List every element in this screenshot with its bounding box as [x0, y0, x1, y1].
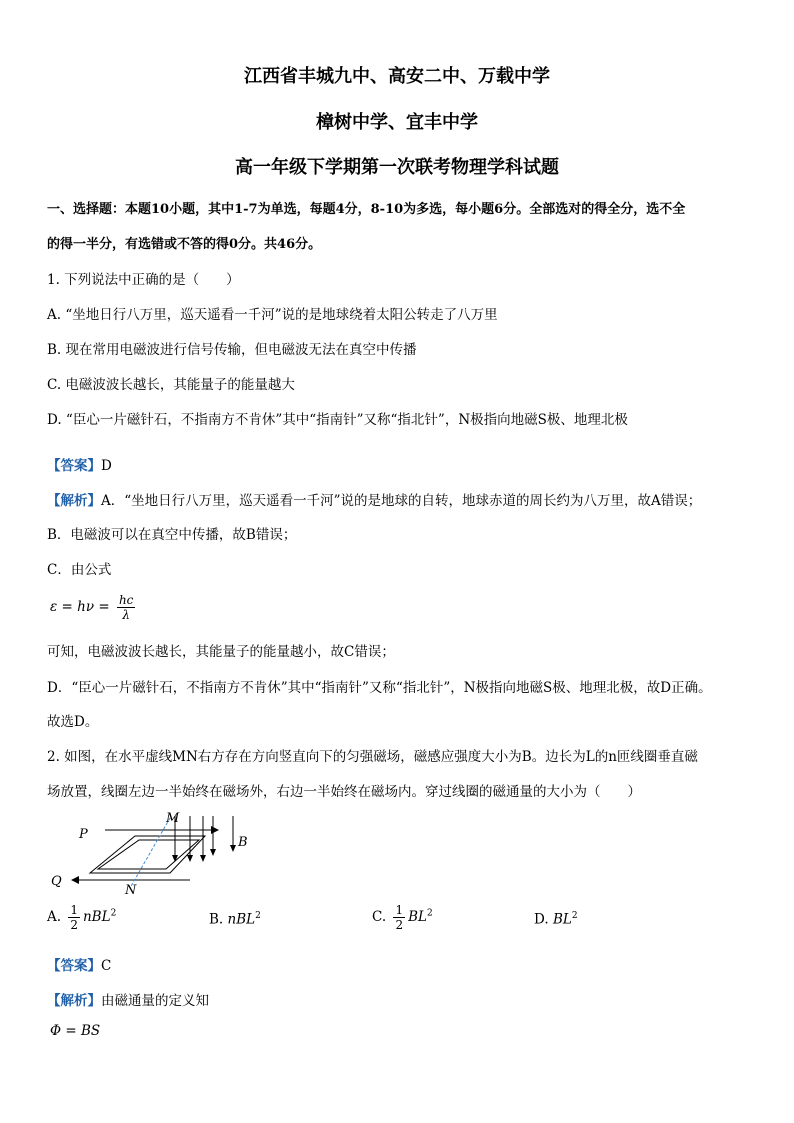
- q2-option-b: [209, 911, 261, 928]
- q2-figure: [45, 806, 265, 896]
- q2-answer: [47, 954, 111, 974]
- arrow-pm: [211, 826, 219, 834]
- title-line-2: 樟树中学、宜丰中学: [316, 112, 478, 133]
- q1-answer: [47, 454, 112, 474]
- q2-option-a: [47, 903, 116, 932]
- q2-analysis: [47, 989, 209, 1009]
- option-c-expr: BL: [408, 909, 427, 925]
- section-instructions-1: 一、选择题：本题10小题，其中1-7为单选，每题4分，8-10为多选，每小题6分。全部选对的得全分，选不全: [47, 202, 686, 217]
- q2-analysis-text: 由磁通量的定义知: [101, 993, 209, 1009]
- q2-answer-value: C: [101, 958, 112, 974]
- q1-option-b: B. 现在常用电磁波进行信号传输，但电磁波无法在真空中传播: [47, 342, 417, 358]
- q2-stem-2: 场放置，线圈左边一半始终在磁场外，右边一半始终在磁场内。穿过线圈的磁通量的大小为（ ）: [47, 784, 641, 800]
- field-arrow-1: [172, 855, 178, 862]
- option-d-label: D.: [534, 911, 549, 928]
- field-arrow-4: [210, 849, 216, 856]
- q2-answer-tag: 【答案】: [47, 958, 101, 974]
- title-line-1: 江西省丰城九中、高安二中、万载中学: [244, 66, 550, 87]
- option-a-exponent: 2: [110, 908, 117, 919]
- option-d-exponent: 2: [571, 911, 578, 921]
- q2-formula: Φ = BS: [50, 1023, 101, 1039]
- section-instructions-2: 的得一半分，有选错或不答的得0分。共46分。: [47, 237, 322, 252]
- option-a-expr: nBL: [82, 909, 111, 925]
- q1-option-d: D. “臣心一片磁针石，不指南方不肯休”其中“指南针”又称“指北针”，N极指向地磁S极、地理北极: [47, 412, 628, 428]
- dashed-mn: [130, 818, 170, 888]
- answer-tag: 【答案】: [47, 458, 101, 474]
- label-q: Q: [51, 874, 62, 889]
- q1-stem: 1. 下列说法中正确的是（ ）: [47, 272, 240, 288]
- coil-outer: [90, 836, 205, 873]
- option-c-denominator: 2: [395, 918, 404, 932]
- option-c-fraction: [393, 903, 405, 932]
- option-b-expr: nBL: [227, 911, 256, 928]
- q2-option-d: [534, 911, 578, 928]
- formula-denominator: λ: [122, 608, 130, 622]
- q2-stem-1: 2. 如图，在水平虚线MN右方存在方向竖直向下的匀强磁场，磁感应强度大小为B。边长为L的n匝线圈垂直磁: [47, 749, 698, 765]
- q1-option-c: C. 电磁波波长越长，其能量子的能量越大: [47, 377, 295, 393]
- label-b: B: [238, 835, 248, 850]
- option-a-denominator: 2: [70, 918, 78, 932]
- option-b-exponent: 2: [255, 911, 261, 921]
- title-line-3: 高一年级下学期第一次联考物理学科试题: [235, 157, 559, 178]
- q2-option-c: [372, 903, 433, 932]
- label-m: M: [166, 811, 180, 826]
- option-c-numerator: 1: [395, 903, 404, 917]
- q1-analysis-c2: 可知，电磁波波长越长，其能量子的能量越小，故C错误；: [47, 644, 395, 660]
- option-c-label: C.: [372, 909, 387, 925]
- q1-conclusion: 故选D。: [47, 714, 99, 730]
- analysis-tag: 【解析】: [47, 493, 101, 509]
- field-arrow-3: [200, 855, 206, 862]
- label-p: P: [79, 827, 88, 842]
- field-arrow-2: [187, 855, 193, 862]
- label-n: N: [125, 883, 137, 896]
- formula-numerator: hc: [118, 593, 134, 607]
- answer-value: D: [101, 458, 112, 474]
- option-d-expr: BL: [552, 911, 572, 928]
- field-arrow-b: [230, 845, 236, 852]
- q2-analysis-tag: 【解析】: [47, 993, 101, 1009]
- analysis-a-text: A．“坐地日行八万里，巡天遥看一千河”说的是地球的自转，地球赤道的周长约为八万里，故A错误；: [101, 493, 702, 509]
- q1-option-a: A. “坐地日行八万里，巡天遥看一千河”说的是地球绕着太阳公转走了八万里: [47, 307, 498, 323]
- option-a-numerator: 1: [70, 903, 78, 917]
- option-b-label: B.: [209, 911, 224, 928]
- option-a-fraction: [68, 903, 80, 932]
- q1-formula: [50, 593, 138, 622]
- option-a-label: A.: [47, 909, 62, 925]
- q1-analysis-d: D．“臣心一片磁针石，不指南方不肯休”其中“指南针”又称“指北针”，N极指向地磁S极、地理北极，故D正确。: [47, 680, 712, 696]
- q1-analysis-a: [47, 489, 701, 509]
- option-c-exponent: 2: [426, 908, 433, 919]
- formula-fraction: [117, 593, 135, 622]
- q1-analysis-b: B．电磁波可以在真空中传播，故B错误；: [47, 527, 297, 543]
- formula-lhs: ε = hν =: [50, 599, 110, 615]
- arrow-qn: [71, 876, 79, 884]
- q1-analysis-c: C．由公式: [47, 562, 112, 578]
